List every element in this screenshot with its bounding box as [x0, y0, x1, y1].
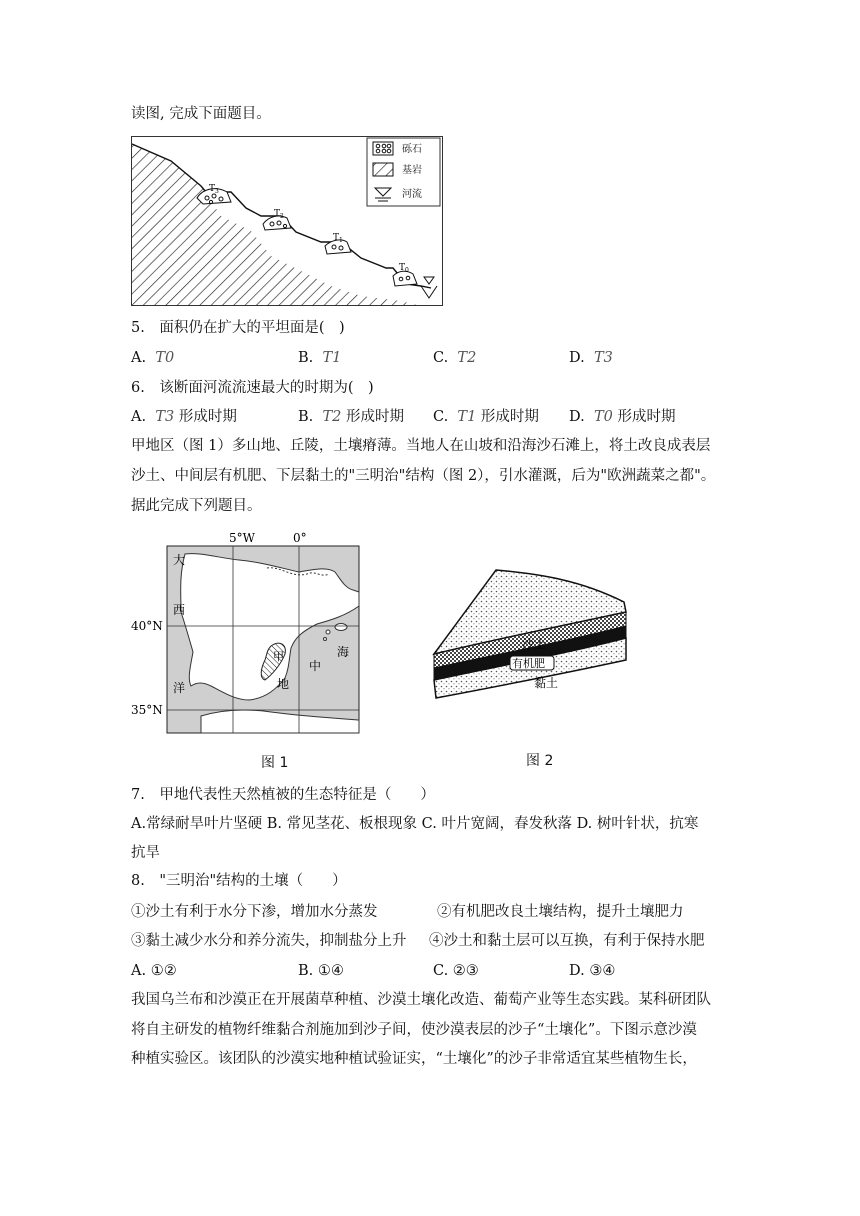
q7-options-line1[interactable]: A.常绿耐旱叶片坚硬 B. 常见茎花、板根现象 C. 叶片宽阔，春发秋落 D. 树叶针状，抗寒 [131, 816, 699, 832]
figure1-caption: 图 1 [261, 755, 289, 771]
intro-text: 读图, 完成下面题目。 [131, 106, 271, 122]
passage2-line1: 我国乌兰布和沙漠正在开展菌草种植、沙漠土壤化改造、葡萄产业等生态实践。某科研团队 [131, 992, 711, 1008]
terrace-diagram [131, 136, 444, 307]
layer-label-sand: 沙土 [522, 637, 547, 651]
q5-option-b[interactable]: B. T1 [298, 350, 342, 366]
layer-label-organic: 有机肥 [512, 657, 545, 670]
soil-layer-diagram [430, 560, 640, 710]
map-label-hai: 海 [337, 645, 350, 659]
q8-option-d[interactable]: D. ③④ [569, 963, 616, 979]
q6-option-b[interactable]: B. T2 形成时期 [298, 409, 404, 425]
terrace-label-t3: $T_3$ [209, 184, 219, 195]
terrace-figure [131, 136, 444, 307]
lon-label-5w: 5°W [229, 531, 255, 545]
passage1-line1: 甲地区（图 1）多山地、丘陵，土壤瘠薄。当地人在山坡和沿海沙石滩上，将土改良成表层 [131, 438, 711, 454]
q5-option-d[interactable]: D. T3 [569, 350, 613, 366]
map-label-yang: 洋 [173, 681, 186, 695]
q8-statement-3: ③黏土减少水分和养分流失，抑制盐分上升 [131, 933, 407, 949]
terrace-label-t2: $T_2$ [274, 209, 284, 220]
q8-option-c[interactable]: C. ②③ [433, 963, 479, 979]
q5-stem: 5. 面积仍在扩大的平坦面是( ) [131, 320, 345, 336]
map-label-xi: 西 [173, 603, 186, 617]
lat-label-35n: 35°N [131, 703, 163, 717]
lon-label-0: 0° [293, 531, 307, 545]
q8-option-a[interactable]: A. ①② [131, 963, 177, 979]
lat-label-40n: 40°N [131, 619, 163, 633]
passage2-line2: 将自主研发的植物纤维黏合剂施加到沙子间，使沙漠表层的沙子“土壤化”。下图示意沙漠 [131, 1022, 697, 1038]
q8-statement-1: ①沙土有利于水分下渗，增加水分蒸发 [131, 904, 378, 920]
map-label-da: 大 [173, 553, 186, 567]
q6-option-d[interactable]: D. T0 形成时期 [569, 409, 676, 425]
q6-option-c[interactable]: C. T1 形成时期 [433, 409, 539, 425]
figure2-caption: 图 2 [526, 753, 554, 769]
q7-stem: 7. 甲地代表性天然植被的生态特征是（ ） [131, 787, 435, 803]
q8-option-b[interactable]: B. ①④ [298, 963, 344, 979]
figure1-map [131, 528, 371, 771]
figure2-soil [430, 560, 640, 770]
q5-option-c[interactable]: C. T2 [433, 350, 477, 366]
terrace-label-t1: $T_1$ [333, 233, 343, 244]
q6-option-a[interactable]: A. T3 形成时期 [131, 409, 237, 425]
q8-statement-2: ②有机肥改良土壤结构，提升土壤肥力 [437, 904, 684, 920]
passage2-line3: 种植实验区。该团队的沙漠实地种植试验证实，“土壤化”的沙子非常适宜某些植物生长， [131, 1051, 697, 1067]
q7-options-line2: 抗旱 [131, 845, 160, 861]
q6-stem: 6. 该断面河流流速最大的时期为( ) [131, 380, 374, 396]
iberia-map [131, 528, 371, 743]
legend-gravel-label: 砾石 [402, 144, 422, 155]
terrace-label-t0: $T_0$ [399, 263, 409, 274]
map-label-jia: 甲 [273, 650, 284, 663]
q8-stem: 8. "三明治"结构的土壤（ ） [131, 873, 347, 889]
passage1-line3: 据此完成下列题目。 [131, 498, 262, 514]
map-label-zhong: 中 [309, 659, 322, 673]
q5-option-a[interactable]: A. T0 [131, 350, 175, 366]
legend-river-label: 河流 [402, 189, 422, 200]
layer-label-clay: 黏土 [534, 676, 559, 690]
legend-bedrock-label: 基岩 [402, 165, 422, 176]
map-label-di: 地 [277, 677, 290, 691]
q8-statement-4: ④沙土和黏土层可以互换，有利于保持水肥 [429, 933, 705, 949]
passage1-line2: 沙土、中间层有机肥、下层黏土的"三明治"结构（图 2），引水灌溉，后为"欧洲蔬菜之都"。 [131, 468, 716, 484]
